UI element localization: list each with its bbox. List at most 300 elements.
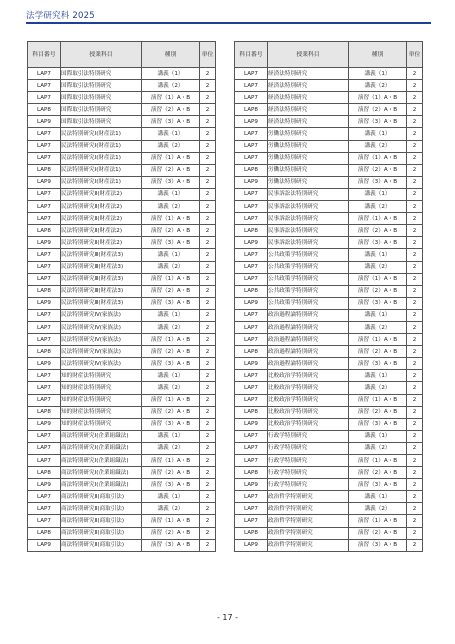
course-code-cell: LAP7	[235, 309, 268, 321]
header-rule	[26, 22, 431, 24]
table-row	[28, 249, 216, 261]
course-subject-cell: 民事訴訟法特別研究	[268, 213, 349, 225]
course-type-cell: 講義（1）	[142, 491, 200, 503]
course-subject-cell: 政治過程論特別研究	[268, 346, 349, 358]
course-code-cell: LAP7	[28, 321, 61, 333]
course-type-cell: 講義（1）	[349, 430, 407, 442]
course-code-cell: LAP7	[28, 140, 61, 152]
course-unit-cell: 2	[200, 479, 216, 491]
table-row	[235, 237, 423, 249]
course-unit-cell: 2	[200, 430, 216, 442]
table-row	[28, 128, 216, 140]
course-unit-cell: 2	[407, 261, 423, 273]
table-row	[235, 128, 423, 140]
table-row	[28, 188, 216, 200]
course-type-cell: 演習（3）A・B	[349, 176, 407, 188]
table-row	[28, 116, 216, 128]
course-subject-cell: 行政学特別研究	[268, 430, 349, 442]
course-type-cell: 演習（2）A・B	[349, 285, 407, 297]
col-header-code: 科目番号	[28, 42, 61, 68]
course-unit-cell: 2	[200, 152, 216, 164]
course-unit-cell: 2	[200, 491, 216, 503]
course-unit-cell: 2	[407, 92, 423, 104]
course-code-cell: LAP9	[235, 539, 268, 551]
course-code-cell: LAP7	[235, 394, 268, 406]
course-code-cell: LAP8	[28, 164, 61, 176]
course-code-cell: LAP9	[28, 237, 61, 249]
course-subject-cell: 民事訴訟法特別研究	[268, 237, 349, 249]
course-unit-cell: 2	[200, 104, 216, 116]
course-subject-cell: 民法特別研究Ⅱ(財産法2)	[61, 225, 142, 237]
course-subject-cell: 民法特別研究Ⅲ(財産法3)	[61, 249, 142, 261]
course-unit-cell: 2	[200, 515, 216, 527]
table-row	[235, 152, 423, 164]
course-type-cell: 演習（1）A・B	[349, 515, 407, 527]
course-subject-cell: 行政学特別研究	[268, 479, 349, 491]
course-subject-cell: 商法特別研究Ⅱ(商取引法)	[61, 491, 142, 503]
course-code-cell: LAP7	[235, 152, 268, 164]
course-unit-cell: 2	[407, 370, 423, 382]
table-row	[28, 370, 216, 382]
course-unit-cell: 2	[200, 237, 216, 249]
course-code-cell: LAP7	[28, 503, 61, 515]
course-unit-cell: 2	[407, 527, 423, 539]
course-subject-cell: 民法特別研究Ⅰ(財産法1)	[61, 152, 142, 164]
course-type-cell: 講義（2）	[349, 503, 407, 515]
course-subject-cell: 知的財産法特別研究	[61, 382, 142, 394]
table-row	[235, 273, 423, 285]
course-code-cell: LAP7	[28, 128, 61, 140]
course-subject-cell: 政治過程論特別研究	[268, 321, 349, 333]
table-row	[235, 358, 423, 370]
table-row	[235, 370, 423, 382]
course-type-cell: 講義（2）	[142, 80, 200, 92]
course-subject-cell: 経済法特別研究	[268, 104, 349, 116]
course-unit-cell: 2	[407, 503, 423, 515]
course-code-cell: LAP7	[235, 382, 268, 394]
course-code-cell: LAP7	[235, 68, 268, 80]
course-code-cell: LAP9	[235, 479, 268, 491]
course-subject-cell: 民法特別研究Ⅲ(財産法3)	[61, 297, 142, 309]
course-unit-cell: 2	[200, 321, 216, 333]
table-row	[235, 68, 423, 80]
course-code-cell: LAP7	[28, 273, 61, 285]
table-row	[28, 237, 216, 249]
course-code-cell: LAP7	[235, 188, 268, 200]
course-type-cell: 演習（2）A・B	[142, 225, 200, 237]
course-table-left	[27, 41, 216, 552]
course-type-cell: 演習（2）A・B	[142, 285, 200, 297]
course-unit-cell: 2	[407, 68, 423, 80]
course-code-cell: LAP7	[28, 491, 61, 503]
course-unit-cell: 2	[200, 116, 216, 128]
table-row	[28, 358, 216, 370]
course-subject-cell: 商法特別研究Ⅱ(商取引法)	[61, 527, 142, 539]
course-code-cell: LAP7	[235, 370, 268, 382]
course-type-cell: 演習（2）A・B	[142, 346, 200, 358]
course-subject-cell: 民法特別研究Ⅱ(財産法2)	[61, 201, 142, 213]
course-code-cell: LAP9	[28, 418, 61, 430]
course-unit-cell: 2	[407, 80, 423, 92]
course-type-cell: 演習（1）A・B	[349, 455, 407, 467]
course-unit-cell: 2	[200, 418, 216, 430]
course-subject-cell: 民法特別研究Ⅲ(財産法3)	[61, 261, 142, 273]
table-row	[235, 285, 423, 297]
course-unit-cell: 2	[200, 213, 216, 225]
course-type-cell: 演習（3）A・B	[142, 539, 200, 551]
course-unit-cell: 2	[200, 285, 216, 297]
course-subject-cell: 商法特別研究Ⅰ(企業組織法)	[61, 442, 142, 454]
table-row	[28, 382, 216, 394]
table-body-left	[28, 68, 216, 552]
course-code-cell: LAP7	[235, 430, 268, 442]
course-type-cell: 講義（1）	[349, 68, 407, 80]
course-code-cell: LAP9	[28, 297, 61, 309]
table-row	[235, 213, 423, 225]
course-unit-cell: 2	[200, 188, 216, 200]
table-row	[235, 334, 423, 346]
course-code-cell: LAP7	[28, 370, 61, 382]
table-row	[235, 104, 423, 116]
course-unit-cell: 2	[407, 382, 423, 394]
course-unit-cell: 2	[407, 116, 423, 128]
course-code-cell: LAP9	[28, 539, 61, 551]
table-row	[235, 80, 423, 92]
course-code-cell: LAP7	[28, 382, 61, 394]
course-type-cell: 講義（1）	[349, 309, 407, 321]
course-unit-cell: 2	[407, 128, 423, 140]
table-row	[28, 164, 216, 176]
course-code-cell: LAP9	[235, 237, 268, 249]
course-type-cell: 講義（1）	[349, 491, 407, 503]
table-row	[235, 261, 423, 273]
course-unit-cell: 2	[200, 261, 216, 273]
course-code-cell: LAP8	[28, 225, 61, 237]
course-unit-cell: 2	[407, 539, 423, 551]
course-subject-cell: 国際取引法特別研究	[61, 68, 142, 80]
course-type-cell: 演習（1）A・B	[349, 394, 407, 406]
course-subject-cell: 民法特別研究Ⅱ(財産法2)	[61, 237, 142, 249]
table-row	[28, 503, 216, 515]
col-header-unit: 単位	[200, 42, 216, 68]
course-code-cell: LAP7	[235, 273, 268, 285]
course-code-cell: LAP9	[235, 297, 268, 309]
course-type-cell: 演習（1）A・B	[142, 213, 200, 225]
course-unit-cell: 2	[200, 164, 216, 176]
course-code-cell: LAP7	[28, 261, 61, 273]
course-code-cell: LAP7	[28, 188, 61, 200]
course-type-cell: 演習（3）A・B	[142, 418, 200, 430]
course-unit-cell: 2	[407, 140, 423, 152]
course-type-cell: 演習（2）A・B	[349, 225, 407, 237]
course-type-cell: 講義（2）	[142, 442, 200, 454]
course-type-cell: 演習（3）A・B	[349, 539, 407, 551]
table-row	[28, 152, 216, 164]
course-subject-cell: 知的財産法特別研究	[61, 394, 142, 406]
course-subject-cell: 民法特別研究Ⅲ(財産法3)	[61, 273, 142, 285]
course-code-cell: LAP7	[28, 430, 61, 442]
course-type-cell: 演習（1）A・B	[142, 152, 200, 164]
course-subject-cell: 民法特別研究Ⅳ(家族法)	[61, 346, 142, 358]
course-code-cell: LAP9	[28, 116, 61, 128]
course-subject-cell: 公共政策学特別研究	[268, 297, 349, 309]
course-code-cell: LAP9	[28, 358, 61, 370]
course-subject-cell: 民法特別研究Ⅱ(財産法2)	[61, 213, 142, 225]
course-code-cell: LAP7	[28, 249, 61, 261]
course-subject-cell: 比較政治学特別研究	[268, 382, 349, 394]
course-unit-cell: 2	[407, 346, 423, 358]
course-subject-cell: 比較政治学特別研究	[268, 370, 349, 382]
course-type-cell: 演習（1）A・B	[142, 515, 200, 527]
course-subject-cell: 労働法特別研究	[268, 152, 349, 164]
table-row	[28, 334, 216, 346]
course-code-cell: LAP8	[235, 527, 268, 539]
course-type-cell: 演習（1）A・B	[349, 152, 407, 164]
course-code-cell: LAP7	[28, 80, 61, 92]
col-header-code: 科目番号	[235, 42, 268, 68]
course-type-cell: 講義（2）	[349, 201, 407, 213]
course-code-cell: LAP8	[28, 346, 61, 358]
course-unit-cell: 2	[200, 455, 216, 467]
course-unit-cell: 2	[407, 188, 423, 200]
course-code-cell: LAP7	[235, 249, 268, 261]
course-code-cell: LAP7	[235, 261, 268, 273]
course-unit-cell: 2	[407, 406, 423, 418]
course-code-cell: LAP7	[28, 68, 61, 80]
course-unit-cell: 2	[407, 515, 423, 527]
course-subject-cell: 民法特別研究Ⅳ(家族法)	[61, 334, 142, 346]
table-row	[235, 382, 423, 394]
table-row	[28, 285, 216, 297]
table-row	[28, 394, 216, 406]
table-row	[28, 176, 216, 188]
col-header-type: 種別	[142, 42, 200, 68]
course-subject-cell: 民事訴訟法特別研究	[268, 201, 349, 213]
table-row	[235, 164, 423, 176]
course-subject-cell: 民法特別研究Ⅰ(財産法1)	[61, 140, 142, 152]
course-type-cell: 講義（1）	[142, 249, 200, 261]
course-code-cell: LAP7	[28, 394, 61, 406]
course-subject-cell: 公共政策学特別研究	[268, 261, 349, 273]
course-unit-cell: 2	[407, 213, 423, 225]
course-type-cell: 演習（2）A・B	[349, 104, 407, 116]
table-row	[28, 515, 216, 527]
course-unit-cell: 2	[407, 285, 423, 297]
course-type-cell: 演習（2）A・B	[142, 467, 200, 479]
course-type-cell: 講義（2）	[142, 201, 200, 213]
course-code-cell: LAP7	[235, 442, 268, 454]
col-header-unit: 単位	[407, 42, 423, 68]
course-unit-cell: 2	[200, 334, 216, 346]
course-subject-cell: 商法特別研究Ⅰ(企業組織法)	[61, 430, 142, 442]
table-row	[235, 455, 423, 467]
course-subject-cell: 国際取引法特別研究	[61, 104, 142, 116]
table-row	[28, 225, 216, 237]
course-code-cell: LAP8	[235, 285, 268, 297]
course-unit-cell: 2	[200, 201, 216, 213]
course-subject-cell: 商法特別研究Ⅰ(企業組織法)	[61, 467, 142, 479]
course-type-cell: 演習（2）A・B	[349, 527, 407, 539]
table-row	[235, 503, 423, 515]
course-code-cell: LAP7	[235, 515, 268, 527]
course-subject-cell: 比較政治学特別研究	[268, 406, 349, 418]
course-subject-cell: 民事訴訟法特別研究	[268, 225, 349, 237]
table-row	[28, 406, 216, 418]
course-code-cell: LAP8	[235, 467, 268, 479]
course-type-cell: 講義（2）	[142, 382, 200, 394]
course-type-cell: 演習（1）A・B	[349, 334, 407, 346]
course-subject-cell: 商法特別研究Ⅰ(企業組織法)	[61, 455, 142, 467]
table-row	[235, 491, 423, 503]
course-unit-cell: 2	[407, 104, 423, 116]
course-unit-cell: 2	[407, 164, 423, 176]
table-row	[235, 176, 423, 188]
course-code-cell: LAP7	[28, 152, 61, 164]
course-unit-cell: 2	[407, 418, 423, 430]
course-code-cell: LAP8	[235, 104, 268, 116]
course-code-cell: LAP8	[28, 406, 61, 418]
table-row	[235, 527, 423, 539]
course-unit-cell: 2	[200, 80, 216, 92]
course-code-cell: LAP7	[28, 92, 61, 104]
course-subject-cell: 経済法特別研究	[268, 68, 349, 80]
course-type-cell: 演習（2）A・B	[349, 164, 407, 176]
course-subject-cell: 民法特別研究Ⅳ(家族法)	[61, 309, 142, 321]
table-row	[28, 467, 216, 479]
course-unit-cell: 2	[200, 527, 216, 539]
course-code-cell: LAP7	[235, 334, 268, 346]
course-unit-cell: 2	[407, 273, 423, 285]
col-header-subject: 授業科目	[268, 42, 349, 68]
course-subject-cell: 政治哲学特別研究	[268, 515, 349, 527]
table-row	[28, 92, 216, 104]
course-type-cell: 講義（2）	[349, 80, 407, 92]
course-unit-cell: 2	[200, 249, 216, 261]
table-row	[235, 418, 423, 430]
course-subject-cell: 政治哲学特別研究	[268, 539, 349, 551]
course-type-cell: 演習（3）A・B	[349, 418, 407, 430]
course-code-cell: LAP8	[235, 164, 268, 176]
course-subject-cell: 知的財産法特別研究	[61, 406, 142, 418]
table-row	[28, 80, 216, 92]
course-code-cell: LAP9	[235, 176, 268, 188]
course-subject-cell: 知的財産法特別研究	[61, 418, 142, 430]
course-table-right	[234, 41, 423, 552]
course-unit-cell: 2	[200, 68, 216, 80]
course-code-cell: LAP7	[235, 140, 268, 152]
course-unit-cell: 2	[200, 128, 216, 140]
course-type-cell: 演習（1）A・B	[142, 334, 200, 346]
course-unit-cell: 2	[200, 370, 216, 382]
course-subject-cell: 労働法特別研究	[268, 164, 349, 176]
course-unit-cell: 2	[200, 273, 216, 285]
course-subject-cell: 労働法特別研究	[268, 128, 349, 140]
table-row	[235, 92, 423, 104]
col-header-type: 種別	[349, 42, 407, 68]
table-row	[28, 539, 216, 551]
table-row	[28, 140, 216, 152]
course-type-cell: 演習（2）A・B	[142, 164, 200, 176]
course-type-cell: 演習（3）A・B	[142, 358, 200, 370]
table-row	[28, 430, 216, 442]
course-type-cell: 演習（2）A・B	[142, 406, 200, 418]
table-row	[235, 539, 423, 551]
table-row	[28, 321, 216, 333]
course-subject-cell: 労働法特別研究	[268, 140, 349, 152]
table-row	[235, 430, 423, 442]
course-type-cell: 演習（2）A・B	[142, 104, 200, 116]
table-header-row	[235, 42, 423, 68]
course-subject-cell: 経済法特別研究	[268, 80, 349, 92]
course-unit-cell: 2	[200, 140, 216, 152]
course-subject-cell: 民法特別研究Ⅰ(財産法1)	[61, 176, 142, 188]
course-type-cell: 演習（3）A・B	[142, 176, 200, 188]
course-type-cell: 演習（1）A・B	[349, 213, 407, 225]
course-type-cell: 講義（2）	[142, 261, 200, 273]
course-type-cell: 講義（2）	[142, 503, 200, 515]
course-subject-cell: 国際取引法特別研究	[61, 92, 142, 104]
course-type-cell: 講義（1）	[349, 128, 407, 140]
course-subject-cell: 政治哲学特別研究	[268, 527, 349, 539]
course-type-cell: 講義（1）	[349, 188, 407, 200]
course-subject-cell: 経済法特別研究	[268, 116, 349, 128]
course-code-cell: LAP8	[235, 406, 268, 418]
course-subject-cell: 行政学特別研究	[268, 467, 349, 479]
course-unit-cell: 2	[200, 225, 216, 237]
page-header-title: 法学研究科 2025	[26, 11, 95, 21]
course-type-cell: 演習（3）A・B	[349, 479, 407, 491]
course-code-cell: LAP8	[28, 467, 61, 479]
course-subject-cell: 民法特別研究Ⅰ(財産法1)	[61, 164, 142, 176]
course-subject-cell: 公共政策学特別研究	[268, 273, 349, 285]
course-unit-cell: 2	[200, 309, 216, 321]
table-row	[235, 346, 423, 358]
course-type-cell: 演習（2）A・B	[349, 467, 407, 479]
course-code-cell: LAP7	[235, 503, 268, 515]
course-type-cell: 講義（2）	[349, 442, 407, 454]
course-type-cell: 演習（3）A・B	[142, 116, 200, 128]
course-unit-cell: 2	[407, 334, 423, 346]
course-code-cell: LAP7	[28, 201, 61, 213]
course-unit-cell: 2	[200, 539, 216, 551]
course-code-cell: LAP7	[28, 309, 61, 321]
course-type-cell: 演習（3）A・B	[142, 237, 200, 249]
course-type-cell: 講義（1）	[142, 68, 200, 80]
course-code-cell: LAP9	[235, 358, 268, 370]
table-row	[235, 116, 423, 128]
course-type-cell: 演習（3）A・B	[349, 358, 407, 370]
table-row	[235, 201, 423, 213]
course-unit-cell: 2	[407, 394, 423, 406]
course-code-cell: LAP7	[235, 455, 268, 467]
table-row	[28, 201, 216, 213]
course-subject-cell: 公共政策学特別研究	[268, 249, 349, 261]
table-row	[235, 479, 423, 491]
page-number: - 17 -	[216, 613, 239, 622]
course-subject-cell: 政治哲学特別研究	[268, 503, 349, 515]
course-type-cell: 講義（1）	[349, 249, 407, 261]
course-unit-cell: 2	[200, 382, 216, 394]
course-subject-cell: 民法特別研究Ⅳ(家族法)	[61, 321, 142, 333]
course-type-cell: 講義（1）	[142, 430, 200, 442]
course-unit-cell: 2	[200, 503, 216, 515]
course-type-cell: 演習（1）A・B	[142, 455, 200, 467]
table-row	[28, 442, 216, 454]
course-code-cell: LAP8	[235, 346, 268, 358]
table-row	[28, 104, 216, 116]
course-unit-cell: 2	[407, 237, 423, 249]
table-row	[28, 527, 216, 539]
